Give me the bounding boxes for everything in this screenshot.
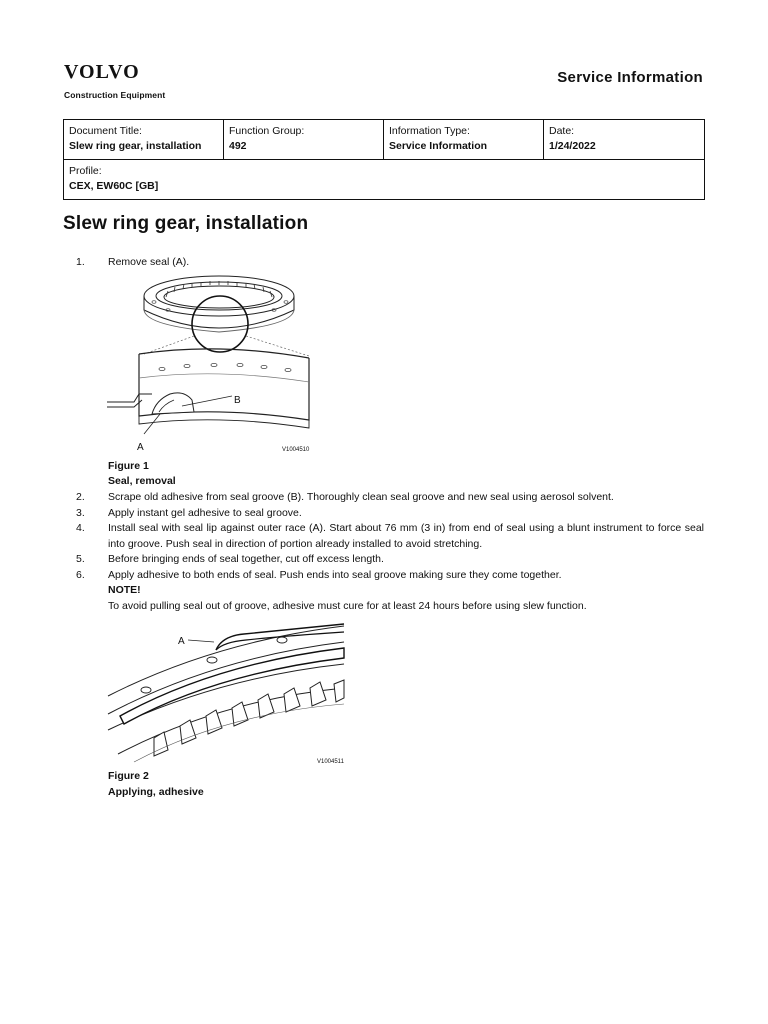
profile-value: CEX, EW60C [GB] bbox=[69, 180, 159, 192]
function-group-cell bbox=[224, 120, 384, 160]
function-group-label: Function Group: bbox=[229, 125, 305, 137]
brand-subtitle: Construction Equipment bbox=[64, 90, 166, 100]
profile-label: Profile: bbox=[69, 165, 102, 177]
figure-2-illustration bbox=[104, 622, 348, 766]
step-text: Remove seal (A). bbox=[108, 256, 190, 268]
step-number: 6. bbox=[76, 569, 85, 581]
callout-b-label: B bbox=[234, 395, 241, 406]
note-label: NOTE! bbox=[108, 584, 141, 596]
step-number: 4. bbox=[76, 522, 85, 534]
function-group-value: 492 bbox=[229, 140, 247, 152]
doc-title-label: Document Title: bbox=[69, 125, 142, 137]
step-text: Scrape old adhesive from seal groove (B). Thoroughly clean seal groove and new seal using aerosol solvent. bbox=[108, 491, 614, 503]
step-number: 2. bbox=[76, 491, 85, 503]
doc-title-value: Slew ring gear, installation bbox=[69, 140, 202, 152]
step-number: 3. bbox=[76, 507, 85, 519]
date-value: 1/24/2022 bbox=[549, 140, 596, 152]
step-number: 5. bbox=[76, 553, 85, 565]
profile-row bbox=[64, 160, 705, 200]
callout-a-label: A bbox=[178, 636, 185, 647]
step-text: Before bringing ends of seal together, cut off excess length. bbox=[108, 553, 384, 565]
figure-1-code: V1004510 bbox=[282, 447, 310, 453]
metadata-row bbox=[64, 120, 705, 160]
callout-a-label: A bbox=[137, 442, 144, 453]
step-number: 1. bbox=[76, 256, 85, 268]
figure-1-label: Figure 1 bbox=[108, 460, 149, 472]
step-text: Apply instant gel adhesive to seal groove. bbox=[108, 507, 302, 519]
step-text: Install seal with seal lip against outer race (A). Start about 76 mm (3 in) from end of seal using a blunt instrument to force seal into groove. Push seal in direction of portion already installed to avoid stretching. bbox=[108, 522, 704, 550]
figure-2-code: V1004511 bbox=[317, 759, 344, 765]
profile-cell bbox=[64, 160, 705, 200]
info-type-cell bbox=[384, 120, 544, 160]
figure-1-caption: Seal, removal bbox=[108, 475, 176, 487]
volvo-logo bbox=[64, 62, 165, 100]
figure-1-illustration bbox=[104, 266, 318, 456]
figure-2-label: Figure 2 bbox=[108, 770, 149, 782]
date-cell bbox=[544, 120, 705, 160]
document-type-heading: Service Information bbox=[557, 69, 703, 86]
figure-2-caption: Applying, adhesive bbox=[108, 786, 204, 798]
doc-title-cell bbox=[64, 120, 224, 160]
date-label: Date: bbox=[549, 125, 575, 137]
info-type-value: Service Information bbox=[389, 140, 488, 152]
page-title: Slew ring gear, installation bbox=[63, 213, 309, 234]
document-metadata-table bbox=[63, 119, 705, 200]
brand-wordmark: VOLVO bbox=[64, 61, 140, 83]
step-text: Apply adhesive to both ends of seal. Push ends into seal groove making sure they come together. bbox=[108, 569, 562, 581]
info-type-label: Information Type: bbox=[389, 125, 470, 137]
note-text: To avoid pulling seal out of groove, adhesive must cure for at least 24 hours before using slew function. bbox=[108, 600, 587, 612]
